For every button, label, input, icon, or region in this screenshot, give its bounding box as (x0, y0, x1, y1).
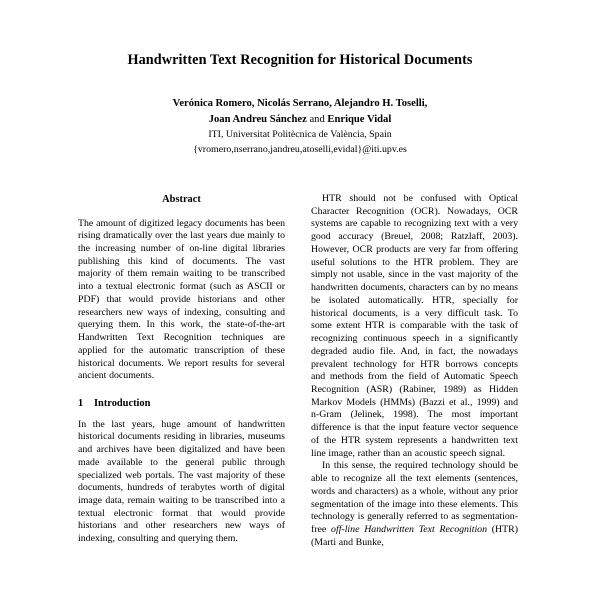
right-paragraph-2-text-a: In this sense, the required technology should be able to recognize all the text elements (sentences, words and characters) as a whole, without any prior segmentation of the image into these elements. This technology is generally referred to as segmentation-free (311, 460, 518, 536)
author-name-vidal: Enrique Vidal (327, 113, 392, 125)
right-paragraph-2-text-b: (HTR) (Marti and Bunke, (311, 524, 518, 548)
section-title: Introduction (94, 398, 151, 410)
abstract-paragraph: The amount of digitized legacy documents has been rising dramatically over the last years due mainly to the increasing number of on-line digital libraries publishing this kind of documents. The vast majority of them remain waiting to be transcribed into a textual electronic format (such as ASCII or PDF) that would provide historians and other researchers new ways of indexing, consulting and querying them. In this work, the state-of-the-art Handwritten Text Recognition techniques are applied for the automatic transcription of these historical documents. We report results for several ancient documents. (78, 217, 285, 382)
author-line-2 (0, 112, 600, 128)
contact-email: {vromero,nserrano,jandreu,atoselli,evidal}@iti.upv.es (193, 144, 407, 156)
introduction-paragraph: In the last years, huge amount of handwritten historical documents residing in libraries, museums and archives have been digitalized and have been made available to the general public through specialized web portals. The vast majority of these documents, hundreds of terabytes worth of digital image data, remain waiting to be transcribed into a textual electronic format that would provide historians and other researchers new ways of indexing, consulting and querying them. (78, 418, 285, 545)
paper-masthead (0, 0, 600, 158)
page-title: Handwritten Text Recognition for Historical Documents (127, 52, 473, 68)
body-columns (0, 193, 600, 600)
right-paragraph-1: HTR should not be confused with Optical Character Recognition (OCR). Nowadays, OCR systems are capable to recognizing text with a very good accuracy (Breuel, 2008; Ratzlaff, 2003). However, OCR products are very far from offering useful solutions to the HTR problem. They are simply not usable, since in the vast majority of the handwritten documents, characters can by no means be isolated automatically. HTR, specially for historical documents, is a very difficult task. To some extent HTR is comparable with the task of recognizing continuous speech in a significantly degraded audio file. And, in fact, the nowadays prevalent technology for HTR borrows concepts and methods from the field of Automatic Speech Recognition (ASR) (Rabiner, 1989) as Hidden Markov Models (HMMs) (Bazzi et al., 1999) and n-Gram (Jelinek, 1998). The most important difference is that the input feature vector sequence of the HTR system represents a handwritten text line image, rather than an acoustic speech signal. (311, 193, 518, 459)
introduction-heading (78, 397, 285, 411)
abstract-heading: Abstract (162, 194, 201, 205)
author-block (0, 96, 600, 158)
right-paragraph-2 (311, 460, 518, 549)
column-right (311, 193, 518, 600)
affiliation-line: ITI, Universitat Politècnica de València, Spain (208, 129, 392, 141)
author-conjunction: and (306, 113, 328, 125)
section-number: 1 (78, 398, 84, 410)
author-name-sanchez: Joan Andreu Sánchez (208, 113, 307, 125)
author-line-1: Verónica Romero, Nicolás Serrano, Alejandro H. Toselli, (172, 98, 428, 110)
term-offline-htr: off-line Handwritten Text Recognition (331, 524, 488, 536)
column-left (78, 193, 285, 600)
